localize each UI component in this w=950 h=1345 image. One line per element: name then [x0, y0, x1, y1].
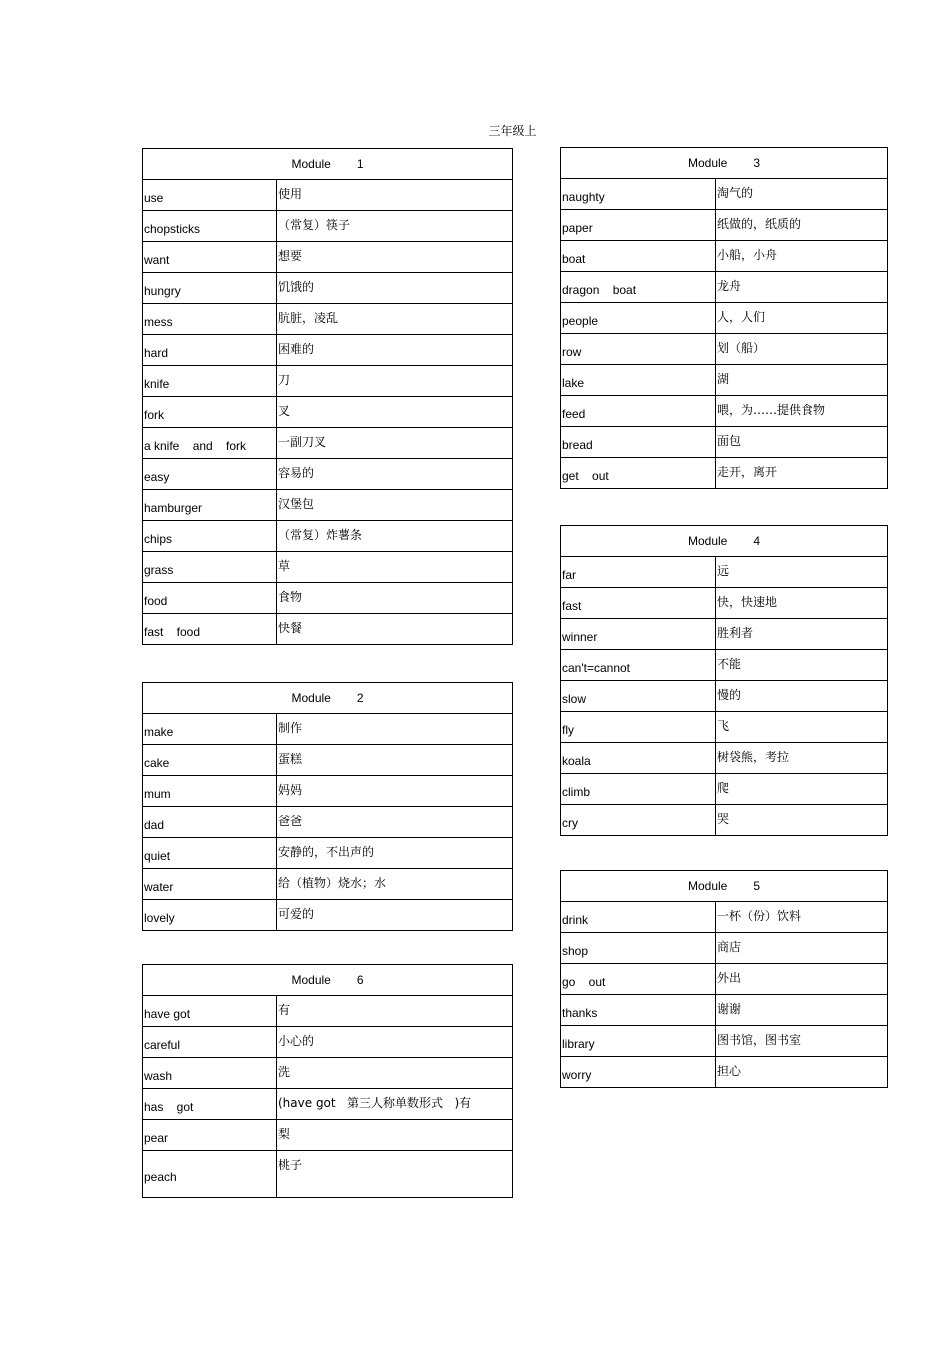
vocab-row [143, 521, 513, 552]
vocab-row [143, 366, 513, 397]
chinese-meaning: 爸爸 [277, 807, 513, 838]
chinese-meaning: 快，快速地 [716, 588, 888, 619]
vocab-row [561, 588, 888, 619]
vocab-row [561, 210, 888, 241]
module-4-table [560, 525, 888, 836]
module-header-row [143, 149, 513, 180]
english-word: fork [143, 397, 277, 428]
module-number: 1 [356, 157, 364, 171]
chinese-meaning: 湖 [716, 365, 888, 396]
vocab-row [561, 396, 888, 427]
chinese-meaning: (have got 第三人称单数形式 )有 [277, 1089, 513, 1120]
english-word: mess [143, 304, 277, 335]
english-word: grass [143, 552, 277, 583]
module-3-table [560, 147, 888, 489]
english-word: a knife and fork [143, 428, 277, 459]
chinese-meaning: 人，人们 [716, 303, 888, 334]
vocab-row [143, 1027, 513, 1058]
english-word: shop [561, 933, 716, 964]
chinese-meaning: 图书馆，图书室 [716, 1026, 888, 1057]
chinese-meaning: 制作 [277, 714, 513, 745]
english-word: mum [143, 776, 277, 807]
vocab-row [561, 774, 888, 805]
module-label: Module [291, 157, 331, 171]
english-word: have got [143, 996, 277, 1027]
chinese-meaning: 肮脏，凌乱 [277, 304, 513, 335]
chinese-meaning: 使用 [277, 180, 513, 211]
vocab-row [561, 964, 888, 995]
vocab-row [143, 900, 513, 931]
chinese-meaning: 刀 [277, 366, 513, 397]
vocab-row [143, 180, 513, 211]
vocab-row [143, 211, 513, 242]
chinese-meaning: 商店 [716, 933, 888, 964]
chinese-meaning: 划（船） [716, 334, 888, 365]
module-label: Module [291, 973, 331, 987]
english-word: chips [143, 521, 277, 552]
english-word: make [143, 714, 277, 745]
module-5-table [560, 870, 888, 1088]
module-label: Module [291, 691, 331, 705]
chinese-meaning: 小船，小舟 [716, 241, 888, 272]
english-word: fly [561, 712, 716, 743]
english-word: lovely [143, 900, 277, 931]
english-word: easy [143, 459, 277, 490]
english-word: get out [561, 458, 716, 489]
english-word: food [143, 583, 277, 614]
vocab-row [143, 1058, 513, 1089]
chinese-meaning: 胜利者 [716, 619, 888, 650]
english-word: row [561, 334, 716, 365]
chinese-meaning: 外出 [716, 964, 888, 995]
module-1-table [142, 148, 513, 645]
chinese-meaning: 慢的 [716, 681, 888, 712]
vocab-row [143, 428, 513, 459]
english-word: naughty [561, 179, 716, 210]
chinese-meaning: 龙舟 [716, 272, 888, 303]
module-number: 5 [753, 879, 761, 893]
chinese-meaning: 淘气的 [716, 179, 888, 210]
english-word: fast food [143, 614, 277, 645]
chinese-meaning: 纸做的，纸质的 [716, 210, 888, 241]
vocab-row [561, 805, 888, 836]
vocab-row [561, 995, 888, 1026]
english-word: cry [561, 805, 716, 836]
english-word: feed [561, 396, 716, 427]
chinese-meaning: 面包 [716, 427, 888, 458]
module-number: 4 [753, 534, 761, 548]
vocab-row [143, 838, 513, 869]
vocab-row [143, 614, 513, 645]
module-header-row [143, 683, 513, 714]
chinese-meaning: 妈妈 [277, 776, 513, 807]
english-word: careful [143, 1027, 277, 1058]
english-word: water [143, 869, 277, 900]
vocab-row [561, 557, 888, 588]
module-label: Module [687, 534, 728, 548]
english-word: pear [143, 1120, 277, 1151]
vocab-row [143, 397, 513, 428]
english-word: peach [143, 1151, 277, 1198]
english-word: koala [561, 743, 716, 774]
chinese-meaning: 哭 [716, 805, 888, 836]
chinese-meaning: 容易的 [277, 459, 513, 490]
chinese-meaning: 有 [277, 996, 513, 1027]
chinese-meaning: 饥饿的 [277, 273, 513, 304]
english-word: wash [143, 1058, 277, 1089]
chinese-meaning: 安静的，不出声的 [277, 838, 513, 869]
vocab-row [143, 552, 513, 583]
chinese-meaning: 飞 [716, 712, 888, 743]
vocab-row [143, 273, 513, 304]
english-word: hungry [143, 273, 277, 304]
module-header-row [561, 871, 888, 902]
chinese-meaning: 想要 [277, 242, 513, 273]
english-word: fast [561, 588, 716, 619]
vocab-row [561, 458, 888, 489]
vocab-row [143, 1151, 513, 1198]
vocab-row [143, 583, 513, 614]
english-word: go out [561, 964, 716, 995]
vocab-row [561, 334, 888, 365]
chinese-meaning: 喂，为……提供食物 [716, 396, 888, 427]
english-word: can't=cannot [561, 650, 716, 681]
chinese-meaning: （常复）筷子 [277, 211, 513, 242]
english-word: dad [143, 807, 277, 838]
english-word: boat [561, 241, 716, 272]
chinese-meaning: 食物 [277, 583, 513, 614]
chinese-meaning: 爬 [716, 774, 888, 805]
vocab-row [561, 179, 888, 210]
vocab-row [143, 335, 513, 366]
vocab-row [561, 427, 888, 458]
english-word: worry [561, 1057, 716, 1088]
english-word: bread [561, 427, 716, 458]
english-word: paper [561, 210, 716, 241]
vocab-row [143, 745, 513, 776]
english-word: use [143, 180, 277, 211]
module-header-row [143, 965, 513, 996]
english-word: thanks [561, 995, 716, 1026]
module-header-row [561, 148, 888, 179]
english-word: dragon boat [561, 272, 716, 303]
chinese-meaning: 走开，离开 [716, 458, 888, 489]
vocab-row [561, 902, 888, 933]
module-header-row [561, 526, 888, 557]
english-word: knife [143, 366, 277, 397]
vocab-row [143, 869, 513, 900]
english-word: far [561, 557, 716, 588]
chinese-meaning: 一副刀叉 [277, 428, 513, 459]
english-word: hard [143, 335, 277, 366]
module-number: 2 [356, 691, 364, 705]
chinese-meaning: 洗 [277, 1058, 513, 1089]
english-word: library [561, 1026, 716, 1057]
vocab-row [143, 776, 513, 807]
english-word: lake [561, 365, 716, 396]
english-word: winner [561, 619, 716, 650]
english-word: hamburger [143, 490, 277, 521]
vocab-row [561, 619, 888, 650]
vocab-row [143, 714, 513, 745]
vocab-row [143, 807, 513, 838]
vocab-row [561, 650, 888, 681]
chinese-meaning: 谢谢 [716, 995, 888, 1026]
module-2-table [142, 682, 513, 931]
chinese-meaning: 给（植物）烧水；水 [277, 869, 513, 900]
chinese-meaning: 担心 [716, 1057, 888, 1088]
module-heading [561, 871, 888, 902]
vocab-row [143, 459, 513, 490]
vocab-row [143, 1089, 513, 1120]
english-word: slow [561, 681, 716, 712]
english-word: want [143, 242, 277, 273]
chinese-meaning: （常复）炸薯条 [277, 521, 513, 552]
vocab-row [561, 743, 888, 774]
vocab-row [561, 365, 888, 396]
english-word: climb [561, 774, 716, 805]
vocab-row [561, 272, 888, 303]
english-word: chopsticks [143, 211, 277, 242]
module-heading [143, 683, 513, 714]
vocab-row [561, 681, 888, 712]
vocab-row [143, 490, 513, 521]
chinese-meaning: 困难的 [277, 335, 513, 366]
english-word: has got [143, 1089, 277, 1120]
english-word: drink [561, 902, 716, 933]
vocab-row [561, 303, 888, 334]
module-label: Module [687, 156, 728, 170]
chinese-meaning: 远 [716, 557, 888, 588]
chinese-meaning: 蛋糕 [277, 745, 513, 776]
chinese-meaning: 叉 [277, 397, 513, 428]
page-title: 三年级上 [488, 124, 537, 138]
module-number: 6 [356, 973, 364, 987]
vocab-row [561, 1057, 888, 1088]
chinese-meaning: 可爱的 [277, 900, 513, 931]
chinese-meaning: 树袋熊，考拉 [716, 743, 888, 774]
vocab-row [143, 242, 513, 273]
module-label: Module [687, 879, 728, 893]
vocab-row [143, 1120, 513, 1151]
vocab-row [561, 1026, 888, 1057]
english-word: cake [143, 745, 277, 776]
vocab-row [561, 933, 888, 964]
module-heading [561, 148, 888, 179]
module-heading [143, 965, 513, 996]
chinese-meaning: 不能 [716, 650, 888, 681]
module-heading [143, 149, 513, 180]
chinese-meaning: 梨 [277, 1120, 513, 1151]
vocab-row [561, 712, 888, 743]
vocab-row [143, 996, 513, 1027]
module-heading [561, 526, 888, 557]
chinese-meaning: 小心的 [277, 1027, 513, 1058]
chinese-meaning: 桃子 [277, 1151, 513, 1198]
chinese-meaning: 一杯（份）饮料 [716, 902, 888, 933]
chinese-meaning: 草 [277, 552, 513, 583]
english-word: people [561, 303, 716, 334]
module-number: 3 [753, 156, 761, 170]
vocab-row [561, 241, 888, 272]
vocab-row [143, 304, 513, 335]
module-6-table [142, 964, 513, 1198]
english-word: quiet [143, 838, 277, 869]
chinese-meaning: 快餐 [277, 614, 513, 645]
chinese-meaning: 汉堡包 [277, 490, 513, 521]
